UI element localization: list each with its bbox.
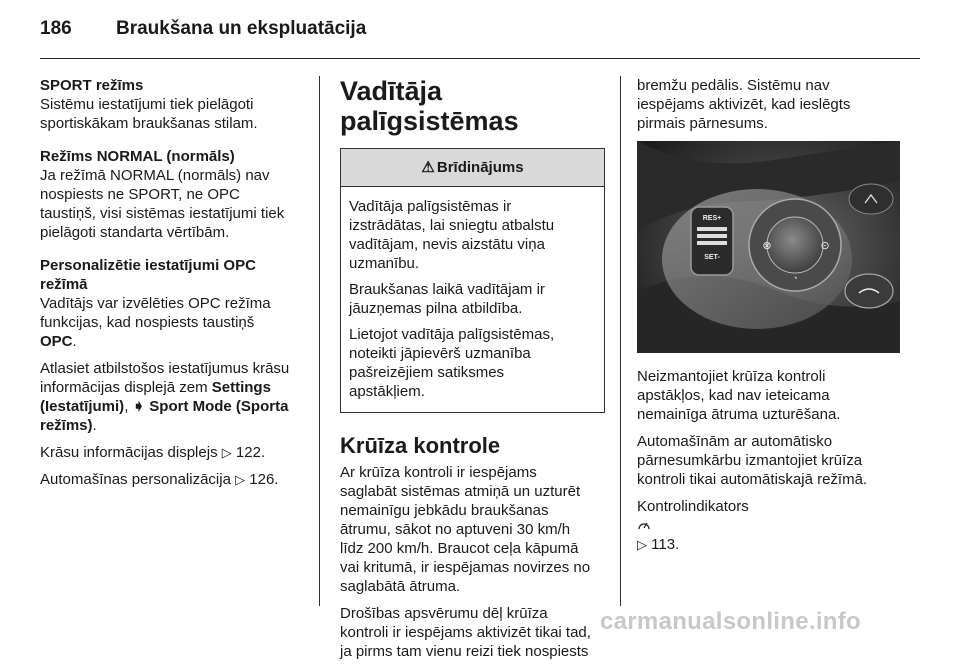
settings-label: Settings (Iestatījumi): [40, 379, 271, 415]
res-button-label: RES+: [702, 215, 722, 222]
personalization-ref: [40, 470, 308, 489]
normal-text: Ja režīmā NORMAL (normāls) nav nospiests ne SPORT, ne OPC taustiņš, visi sistēmas iestatījumi tiek pielāgoti standarta vērtībām.: [40, 167, 285, 241]
indicator-ref: [637, 497, 907, 554]
indicator-text: Kontrolindikators: [637, 498, 749, 515]
column-right: [637, 76, 907, 562]
select-text: [40, 359, 308, 435]
avoid-paragraph: Neizmantojiet krūīza kontroli apstākļos, kad nav ieteicama nemainīga ātruma uzturēšana.: [637, 368, 841, 423]
svg-text:⊗: ⊗: [762, 240, 772, 252]
normal-heading: Režīms NORMAL (normāls): [40, 148, 235, 165]
column-divider-2: [620, 76, 621, 606]
arrow-icon: ➧: [132, 398, 146, 415]
personalization-page[interactable]: 126.: [249, 471, 279, 488]
reference-arrow-icon: ▷: [637, 537, 647, 552]
automatic-paragraph: Automašīnām ar automātisko pārnesumkārbu izmantojiet krūīza kontroli tikai automātiskajā režīmā.: [637, 433, 868, 488]
column-left: [40, 76, 308, 497]
warning-paragraph-2: Braukšanas laikā vadītājam ir jāuzņemas pilna atbildība.: [349, 281, 545, 317]
cruise-control-title: Krūīza kontrole: [340, 433, 501, 458]
warning-body: [341, 187, 604, 412]
cruise-paragraph-2: Drošības apsvērumu dēļ krūīza kontroli ir iespējams aktivizēt tikai tad, ja pirms tam vienu reizi tiek nospiests: [340, 605, 591, 660]
reference-arrow-icon: ▷: [221, 445, 232, 460]
sport-mode-label: Sport Mode (Sporta režīms): [40, 398, 289, 434]
warning-paragraph-3: Lietojot vadītāja palīgsistēmas, noteikti jāpievērš uzmanība pašreizējiem satiksmes apstākļiem.: [349, 326, 555, 400]
section-title: Vadītāja palīgsistēmas: [340, 76, 519, 136]
opc-key: OPC: [40, 333, 73, 350]
brake-paragraph: bremžu pedālis. Sistēmu nav iespējams aktivizēt, kad ieslēgts pirmais pārnesums.: [637, 77, 851, 132]
sport-text: Sistēmu iestatījumi tiek pielāgoti sportiskākam braukšanas stilam.: [40, 96, 258, 132]
warning-title: Brīdinājums: [436, 159, 524, 176]
personalization-text: Automašīnas personalizācija: [40, 471, 231, 488]
warning-icon: ⚠: [421, 159, 435, 176]
svg-text:◔: ◔: [792, 273, 798, 283]
indicator-page[interactable]: 113.: [651, 536, 680, 553]
color-display-ref: [40, 443, 308, 462]
opc-text-b: .: [72, 333, 77, 350]
select-end: .: [92, 417, 97, 434]
column-divider-1: [319, 76, 320, 606]
opc-text: [40, 294, 308, 351]
cruise-paragraph-1: Ar krūīza kontroli ir iespējams saglabāt sistēmas atmiņā un uzturēt nemainīgu jebkādu braukšanas ātrumu, sākot no aptuveni 30 km/h līdz 200 km/h. Braucot ceļa kāpumā vai kritumā, ir iespējamas novirzes no saglabātā ātruma.: [340, 464, 591, 595]
warning-paragraph-1: Vadītāja palīgsistēmas ir izstrādātas, lai sniegtu atbalstu vadītājam, nevis aizstātu viņa uzmanību.: [349, 198, 555, 272]
color-display-text: Krāsu informācijas displejs: [40, 444, 218, 461]
steering-wheel-controls-photo: [637, 141, 900, 353]
header-rule: [40, 58, 920, 59]
select-sep: ,: [124, 398, 133, 415]
color-display-page[interactable]: 122.: [235, 444, 266, 461]
set-button-label: SET-: [704, 254, 720, 261]
svg-text:⊙: ⊙: [820, 240, 830, 252]
column-middle: [340, 76, 605, 669]
speedometer-icon: [637, 519, 651, 531]
select-text-a: Atlasiet atbilstošos iestatījumus krāsu informācijas displejā zem: [40, 360, 290, 396]
reference-arrow-icon: ▷: [235, 472, 246, 487]
page-header: [40, 18, 366, 40]
sport-heading: SPORT režīms: [40, 77, 144, 94]
chapter-title: Braukšana un ekspluatācija: [116, 18, 367, 39]
warning-box: [340, 148, 605, 413]
opc-text-a: Vadītājs var izvēlēties OPC režīma funkcijas, kad nospiests taustiņš: [40, 295, 271, 331]
warning-header: [341, 149, 604, 187]
watermark: carmanualsonline.info: [600, 608, 862, 635]
opc-heading: Personalizētie iestatījumi OPC režīmā: [40, 257, 256, 293]
page-number: 186: [40, 18, 72, 39]
